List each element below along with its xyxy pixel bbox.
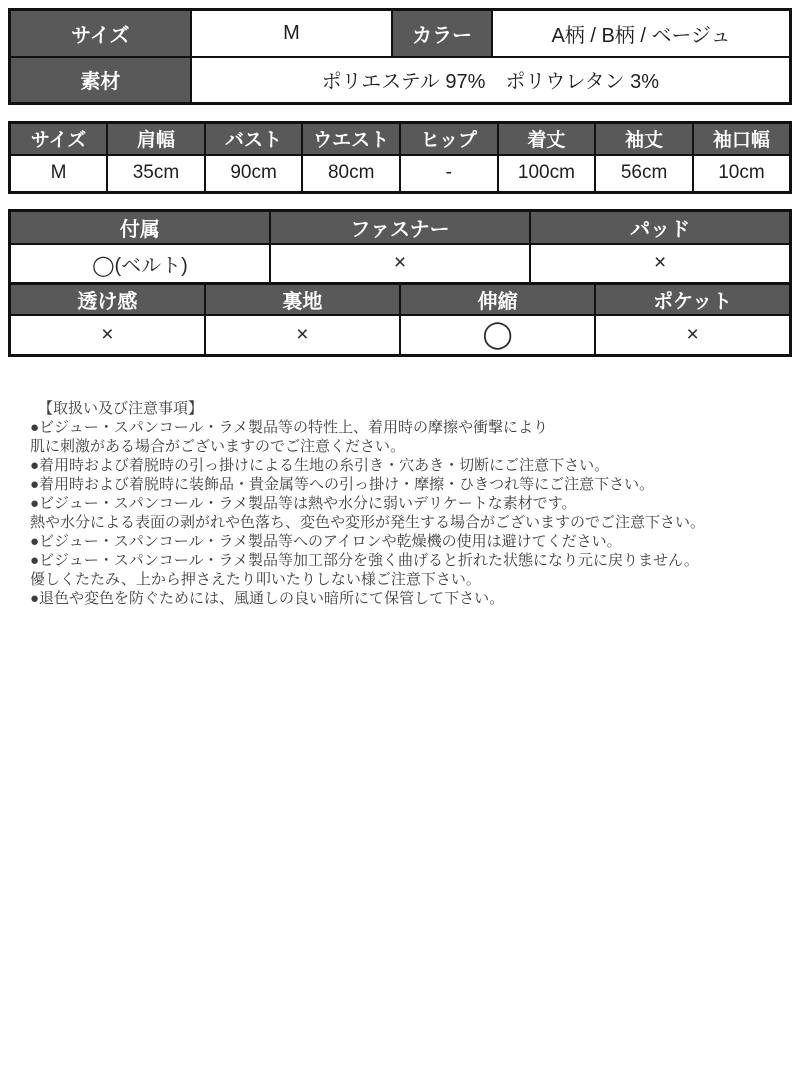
care-note-line: ●ビジュー・スパンコール・ラメ製品等の特性上、着用時の摩擦や衝撃により: [30, 418, 549, 436]
pad-value: ×: [530, 244, 790, 284]
fastener-value: ×: [270, 244, 530, 284]
col-header-size: サイズ: [10, 123, 108, 155]
table-header-row: [10, 211, 791, 244]
col-header-fastener: ファスナー: [270, 211, 530, 244]
table-row: [10, 57, 791, 104]
length-value: 100cm: [498, 155, 596, 193]
col-header-pocket: ポケット: [595, 284, 790, 316]
col-header-waist: ウエスト: [302, 123, 400, 155]
care-note-line: 熱や水分による表面の剥がれや色落ち、変色や変形が発生する場合がございますのでご注意下さい。: [30, 513, 706, 531]
size-color-material-table: [8, 8, 792, 105]
care-note-line: ●ビジュー・スパンコール・ラメ製品等加工部分を強く曲げると折れた状態になり元に戻りません。: [30, 551, 699, 569]
care-note-line: ●着用時および着脱時に装飾品・貴金属等への引っ掛け・摩擦・ひきつれ等にご注意下さい。: [30, 475, 655, 493]
bust-value: 90cm: [205, 155, 303, 193]
color-value-cell: A柄 / B柄 / ベージュ: [492, 10, 790, 57]
care-note-line: ●着用時および着脱時の引っ掛けによる生地の糸引き・穴あき・切断にご注意下さい。: [30, 456, 610, 474]
col-header-pad: パッド: [530, 211, 790, 244]
table-row: [10, 155, 791, 193]
col-header-accessory: 付属: [10, 211, 270, 244]
col-header-sleeve: 袖丈: [595, 123, 693, 155]
col-header-length: 着丈: [498, 123, 596, 155]
sheerness-value: ×: [10, 315, 205, 355]
measurements-table: [8, 121, 792, 194]
stretch-value: ◯: [400, 315, 595, 355]
spec-table-accessories: [8, 209, 792, 285]
size-label-cell: サイズ: [10, 10, 191, 57]
col-header-shoulder: 肩幅: [107, 123, 205, 155]
col-header-bust: バスト: [205, 123, 303, 155]
care-note-line: ●ビジュー・スパンコール・ラメ製品等は熱や水分に弱いデリケートな素材です。: [30, 494, 577, 512]
pocket-value: ×: [595, 315, 790, 355]
size-value-cell: M: [191, 10, 392, 57]
material-label-cell: 素材: [10, 57, 191, 104]
col-header-cuff: 袖口幅: [693, 123, 791, 155]
care-note-line: ●退色や変色を防ぐためには、風通しの良い暗所にて保管して下さい。: [30, 589, 505, 607]
size-value: M: [10, 155, 108, 193]
care-notes: [8, 399, 792, 608]
table-header-row: [10, 284, 791, 316]
care-note-line: 肌に刺激がある場合がございますのでご注意ください。: [30, 437, 406, 455]
care-note-line: ●ビジュー・スパンコール・ラメ製品等へのアイロンや乾燥機の使用は避けてください。: [30, 532, 622, 550]
col-header-stretch: 伸縮: [400, 284, 595, 316]
color-label-cell: カラー: [392, 10, 492, 57]
lining-value: ×: [205, 315, 400, 355]
table-row: [10, 244, 791, 284]
care-notes-title: 【取扱い及び注意事項】: [38, 399, 204, 417]
table-row: [10, 10, 791, 57]
table-header-row: [10, 123, 791, 155]
care-note-line: 優しくたたみ、上から押さえたり叩いたりしない様ご注意下さい。: [30, 570, 481, 588]
table-row: [10, 315, 791, 355]
spec-table-fabric: [8, 282, 792, 357]
shoulder-value: 35cm: [107, 155, 205, 193]
sleeve-value: 56cm: [595, 155, 693, 193]
cuff-value: 10cm: [693, 155, 791, 193]
material-value-cell: ポリエステル 97% ポリウレタン 3%: [191, 57, 791, 104]
col-header-lining: 裏地: [205, 284, 400, 316]
col-header-hip: ヒップ: [400, 123, 498, 155]
accessory-value: ◯(ベルト): [10, 244, 270, 284]
col-header-sheerness: 透け感: [10, 284, 205, 316]
waist-value: 80cm: [302, 155, 400, 193]
hip-value: -: [400, 155, 498, 193]
